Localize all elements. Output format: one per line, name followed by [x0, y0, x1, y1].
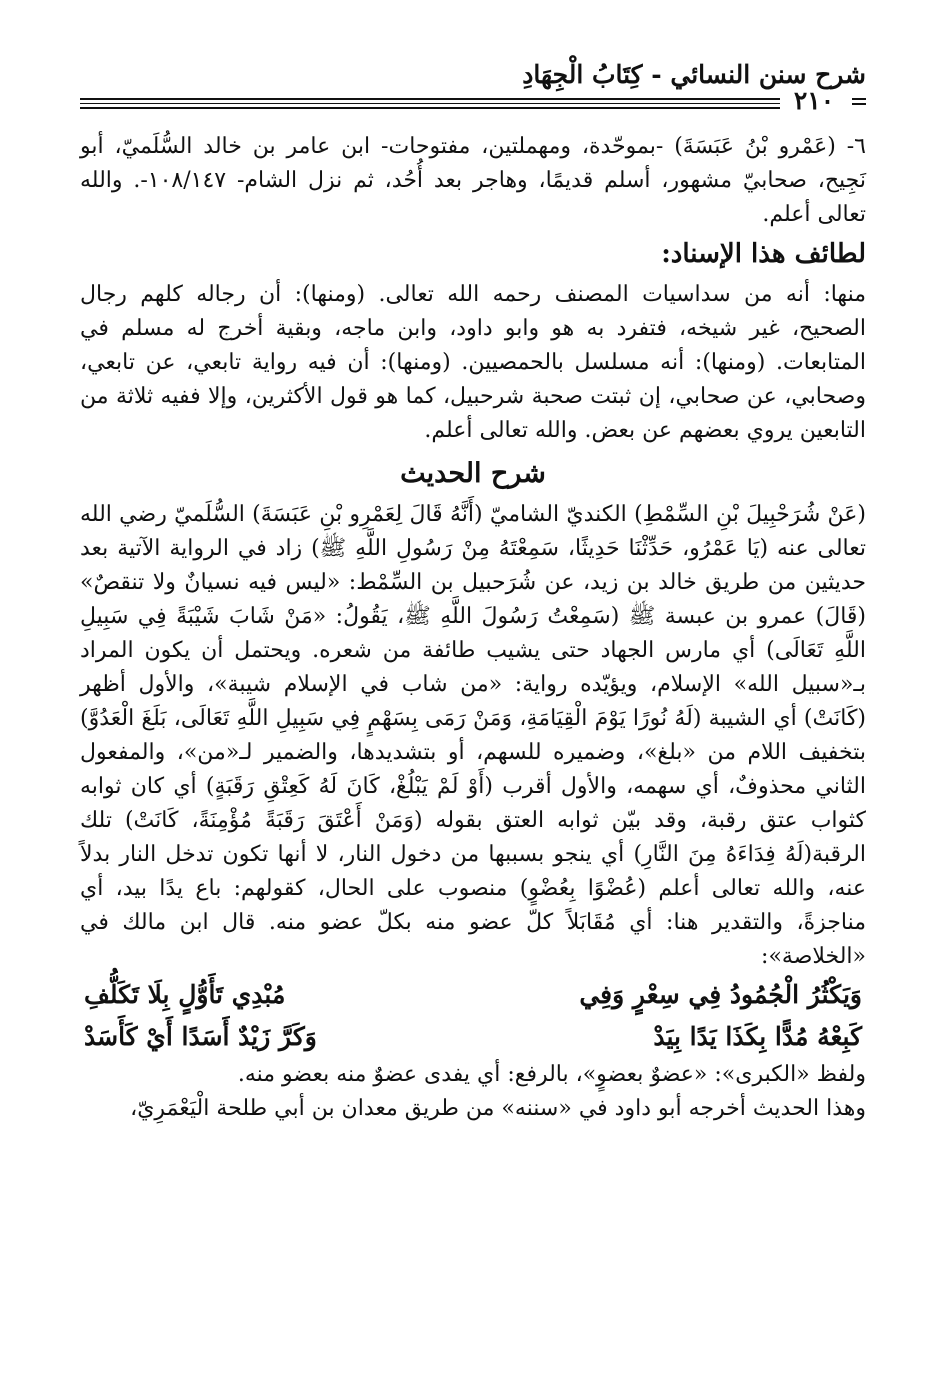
- header-rule-right: [852, 98, 866, 108]
- verse-1-first-hemistich: وَيَكْثُرُ الْجُمُودُ فِي سِعْرٍ وَفِي: [579, 980, 862, 1009]
- poem-verse-1: [80, 974, 866, 1016]
- verse-2-first-hemistich: كَبِعْهُ مُدًّا بِكَذَا يَدًا بِيَدْ: [653, 1022, 862, 1051]
- kubra-wording-paragraph: ولفظ «الكبرى»: «عضوٌ بعضوٍ»، بالرفع: أي يفدى عضوٌ منه بعضو منه.: [237, 1062, 866, 1087]
- narrator-bio-paragraph: ٦- (عَمْرو بْنُ عَبَسَةَ) -بموحّدة، ومهملتين، مفتوحات- ابن عامر بن خالد السُّلَميّ، أبو نَجِيح، صحابيّ مشهور، أسلم قديمًا، وهاجر بعد أُحُد، ثم نزل الشام- ١٠٨/١٤٧-. والله تعالى أعلم.: [80, 134, 867, 227]
- page-number: ٢١٠: [793, 86, 835, 115]
- header-rule-lines: [80, 98, 780, 112]
- page-content: [80, 130, 866, 1126]
- verse-2-second-hemistich: وَكَرَّ زَيْدٌ أَسَدًا أَيْ كَأَسَدْ: [84, 1022, 317, 1051]
- section-heading-isnad: لطائف هذا الإسناد:: [661, 239, 866, 269]
- verse-1-second-hemistich: مُبْدِي تَأَوُّلٍ بِلَا تَكَلُّفِ: [84, 980, 286, 1009]
- isnad-notes-paragraph: منها: أنه من سداسيات المصنف رحمه الله تعالى. (ومنها): أن رجاله كلهم رجال الصحيح، غير شيخه، فتفرد به هو وابو داود، وابن ماجه، وبقية أخرج له مسلم في المتابعات. (ومنها): أنه مسلسل بالحمصيين. (ومنها): أن فيه رواية تابعي، عن تابعي، وصحابي، عن صحابي، إن ثبتت صحبة شرحبيل، كما هو قول الأكثرين، وإلا ففيه ثلاثة من التابعين يروي بعضهم عن بعض. والله تعالى أعلم.: [80, 282, 866, 443]
- poem-verse-2: [80, 1016, 866, 1058]
- running-title: شرح سنن النسائي - كِتَابُ الْجِهَادِ: [522, 60, 866, 89]
- takhrij-paragraph: وهذا الحديث أخرجه أبو داود في «سننه» من طريق معدان بن أبي طلحة الْيَعْمَرِيّ،: [130, 1096, 866, 1121]
- hadith-commentary-paragraph: (عَنْ شُرَحْبِيلَ بْنِ السِّمْطِ) الكنديّ الشاميّ (أَنَّهُ قَالَ لِعَمْرِو بْنِ عَبَسَةَ) السُّلَميّ رضي الله تعالى عنه (يَا عَمْرُو، حَدِّثْنَا حَدِيثًا، سَمِعْتَهُ مِنْ رَسُولِ اللَّهِ ﷺ) زاد في الرواية الآتية بعد حديثين من طريق خالد بن زيد، عن شُرَحبيل بن السِّمْط: «ليس فيه نسيانٌ ولا تنقصٌ» (قَالَ) عمرو بن عبسة ﷺ (سَمِعْتُ رَسُولَ اللَّهِ ﷺ، يَقُولُ: «مَنْ شَابَ شَيْبَةً فِي سَبِيلِ اللَّهِ تَعَالَى) أي مارس الجهاد حتى يشيب طائفة من شعره. ويحتمل أن يكون المراد بـ«سبيل الله» الإسلام، ويؤيّده رواية: «من شاب في الإسلام شيبة»، والأول أظهر (كَانَتْ) أي الشيبة (لَهُ نُورًا يَوْمَ الْقِيَامَةِ، وَمَنْ رَمَى بِسَهْمٍ فِي سَبِيلِ اللَّهِ تَعَالَى، بَلَغَ الْعَدُوَّ) بتخفيف اللام من «بلغ»، وضميره للسهم، أو بتشديدها، والضمير لـ«من»، والمفعول الثاني محذوفٌ، أي سهمه، والأول أقرب (أَوْ لَمْ يَبْلُغْ، كَانَ لَهُ كَعِتْقِ رَقَبَةٍ) أي كان ثوابه كثواب عتق رقبة، وقد بيّن ثوابه العتق بقوله (وَمَنْ أَعْتَقَ رَقَبَةً مُؤْمِنَةً، كَانَتْ) تلك الرقبة(لَهُ فِدَاءَهُ مِنَ النَّارِ) أي ينجو بسببها من دخول النار، لا أنها تكون تدخل النار بدلاً عنه، والله تعالى أعلم (عُضْوًا بِعُضْوٍ) منصوب على الحال، كقولهم: باع يدًا بيد، أي مناجزةً، والتقدير هنا: أي مُقَابَلاً كلّ عضو منه بكلّ عضو منه. قال ابن مالك في «الخلاصة»:: [80, 502, 867, 969]
- section-heading-sharh: شرح الحديث: [400, 458, 546, 489]
- header-rule: [80, 86, 866, 115]
